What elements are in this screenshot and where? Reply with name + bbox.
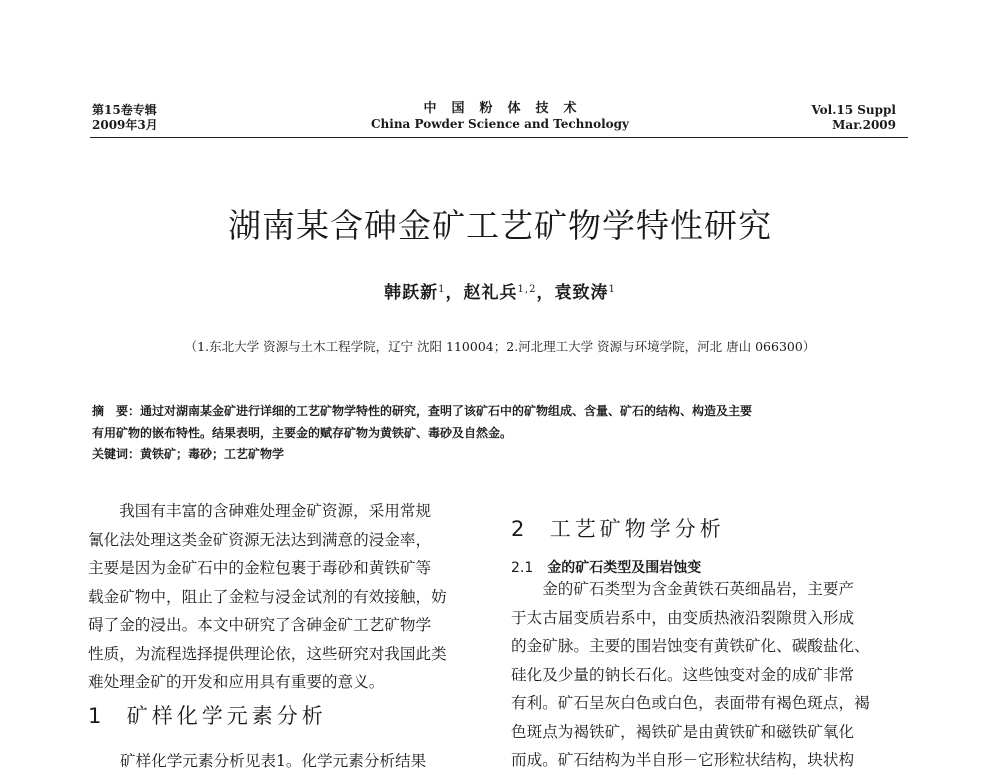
journal-name-en: China Powder Science and Technology [370, 117, 630, 131]
abstract-label: 摘 要： [92, 404, 141, 418]
author-separator: ， [536, 283, 555, 303]
text-line: 金的矿石类型为含金黄铁石英细晶岩，主要产 [511, 580, 855, 598]
subsection-heading-2-1 [511, 557, 701, 577]
text-line: 的金矿脉。主要的围岩蚀变有黄铁矿化、碳酸盐化、 [511, 637, 870, 655]
ore-type-paragraph [511, 575, 911, 775]
section-title: 矿样化学元素分析 [126, 704, 327, 728]
section-heading-1 [88, 700, 327, 730]
author-name: 袁致涛 [554, 283, 609, 303]
author-affiliation-mark: 1 [608, 284, 616, 295]
paper-title: 湖南某含砷金矿工艺矿物学特性研究 [228, 206, 772, 245]
section-title: 工艺矿物学分析 [549, 517, 725, 541]
abstract-line [92, 401, 912, 423]
author-name: 韩跃新 [384, 283, 439, 303]
abstract-block [92, 401, 912, 466]
text-line: 性质，为流程选择提供理论依，这些研究对我国此类 [88, 644, 447, 663]
section-heading-2 [511, 513, 725, 543]
text-line: 氰化法处理这类金矿资源无法达到满意的浸金率， [88, 530, 432, 549]
affiliation: （1.东北大学 资源与土木工程学院，辽宁 沈阳 110004；2.河北理工大学 资源与环境学院，河北 唐山 066300） [184, 339, 816, 354]
abstract-text: 通过对湖南某金矿进行详细的工艺矿物学特性的研究，查明了该矿石中的矿物组成、含量、矿石的结构、构造及主要 [140, 404, 753, 418]
author-list [0, 278, 1000, 303]
text-line: 色斑点为褐铁矿，褐铁矿是由黄铁矿和磁铁矿氧化 [511, 722, 855, 741]
text-line: 我国有丰富的含砷难处理金矿资源，采用常规 [88, 502, 432, 520]
author-affiliation-mark: 1 [438, 284, 446, 295]
header-rule [90, 137, 908, 138]
text-line: 有利。矿石呈灰白色或白色，表面带有褐色斑点，褐 [511, 694, 870, 712]
author-name: 赵礼兵 [463, 283, 518, 303]
date-label: 2009年3月 [92, 118, 158, 132]
date-label-en: Mar.2009 [832, 118, 896, 132]
subsection-number: 2.1 [511, 560, 534, 576]
text-line: 于太古届变质岩系中，由变质热液沿裂隙贯入形成 [511, 608, 855, 627]
author-separator: ， [445, 283, 464, 303]
text-line: 载金矿物中，阻止了金粒与浸金试剂的有效接触，妨 [88, 587, 447, 606]
journal-name-cn: 中国粉体技术 [423, 101, 592, 116]
text-line: 碍了金的浸出。本文中研究了含砷金矿工艺矿物学 [88, 616, 432, 634]
header-right [811, 103, 896, 133]
text-line: 而成。矿石结构为半自形－它形粒状结构，块状构 [511, 751, 855, 769]
keywords-label: 关键词： [92, 447, 141, 461]
section1-text: 矿样化学元素分析见表1。化学元素分析结果 [120, 752, 427, 770]
text-line: 主要是因为金矿石中的金粒包裹于毒砂和黄铁矿等 [88, 559, 432, 577]
section-number: 1 [88, 704, 106, 728]
section-number: 2 [511, 517, 529, 541]
keywords-line [92, 444, 912, 466]
text-line: 难处理金矿的开发和应用具有重要的意义。 [88, 673, 385, 691]
abstract-line: 有用矿物的嵌布特性。结果表明，主要金的赋存矿物为黄铁矿、毒砂及自然金。 [92, 425, 513, 440]
volume-label-en: Vol.15 Suppl [811, 103, 896, 117]
subsection-title: 金的矿石类型及围岩蚀变 [547, 560, 702, 576]
keywords-text: 黄铁矿；毒砂；工艺矿物学 [140, 447, 285, 461]
header-center [330, 100, 670, 132]
header-left [92, 103, 158, 133]
volume-label: 第15卷专辑 [92, 103, 157, 117]
text-line: 硅化及少量的钠长石化。这些蚀变对金的成矿非常 [511, 665, 855, 684]
intro-paragraph [88, 497, 488, 697]
author-affiliation-mark: 1,2 [517, 284, 537, 295]
